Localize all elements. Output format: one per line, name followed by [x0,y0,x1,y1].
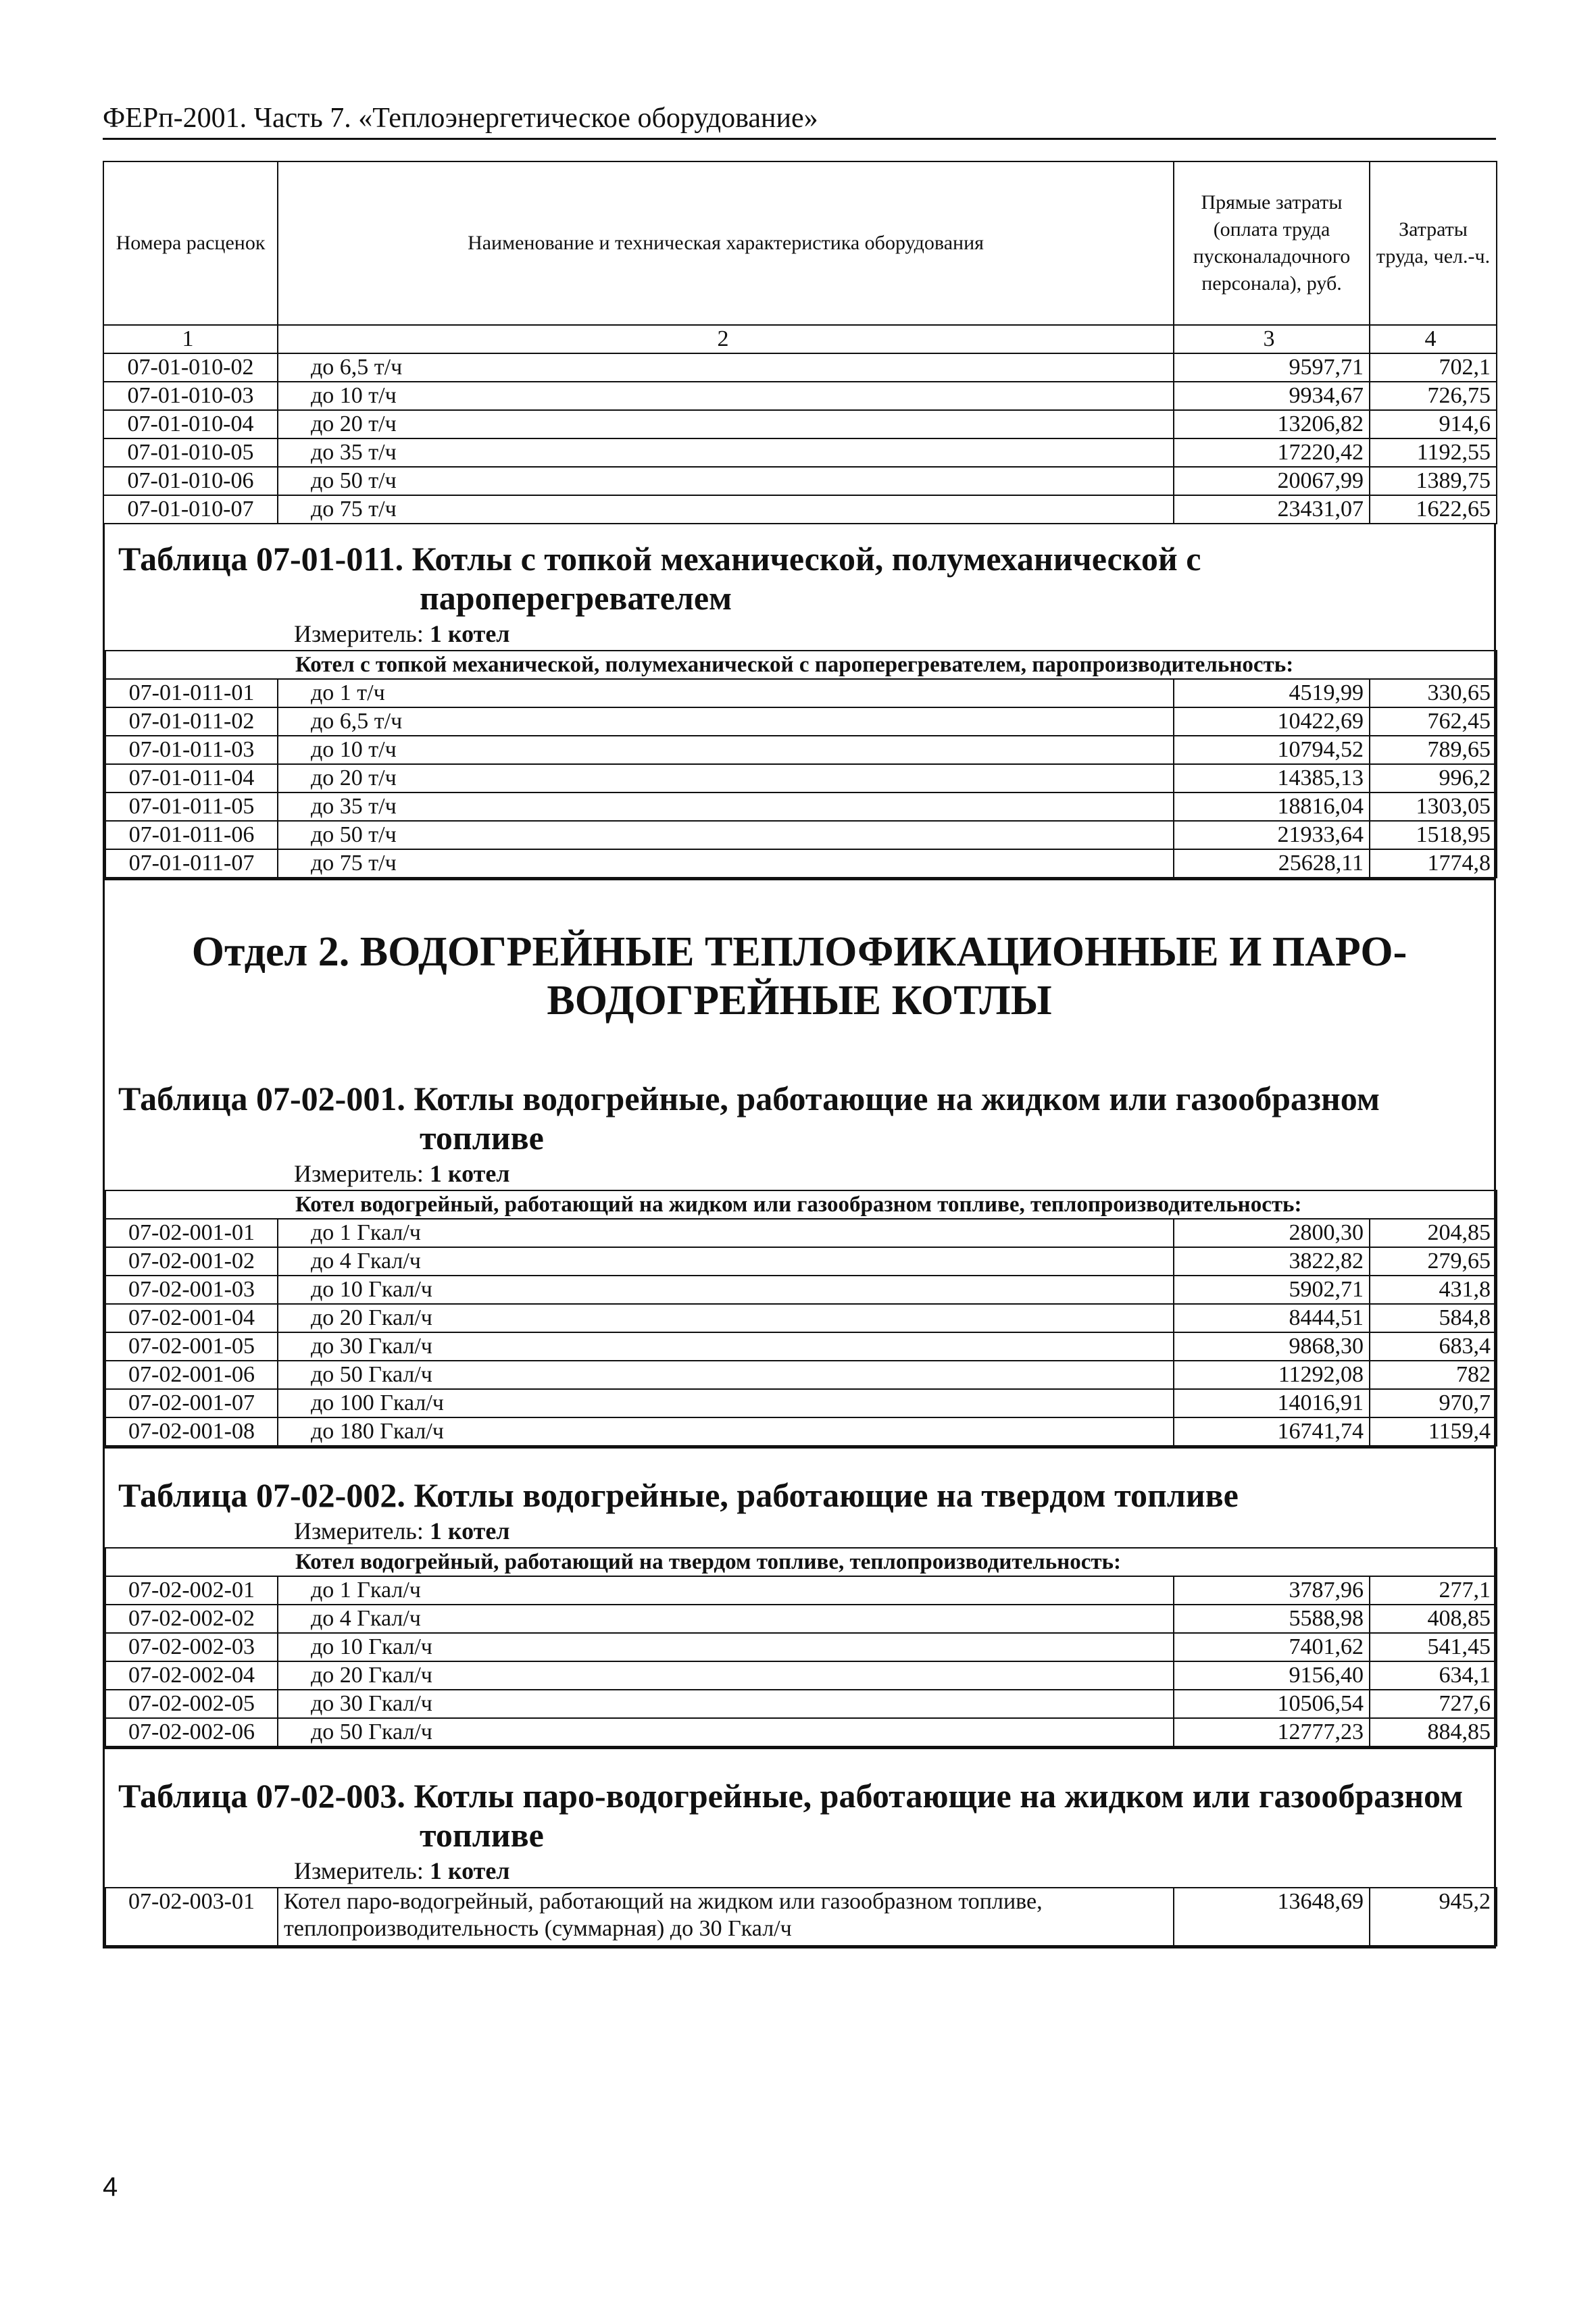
measure-value: 1 котел [429,1857,510,1884]
rate-code: 07-02-001-05 [105,1332,278,1361]
rate-code: 07-02-002-03 [105,1633,278,1661]
col-number: 1 [103,325,278,353]
spacer [105,1025,1494,1079]
direct-cost: 5902,71 [1174,1276,1370,1304]
rate-code: 07-02-001-01 [105,1219,278,1247]
direct-cost: 13648,69 [1174,1888,1370,1946]
table-row [105,1276,1497,1304]
equipment-name: до 20 т/ч [278,764,1174,793]
table-row [105,1888,1497,1946]
labor-cost: 702,1 [1370,353,1497,382]
table-title [105,1079,1494,1157]
direct-cost: 8444,51 [1174,1304,1370,1332]
document-body [103,161,1496,1948]
equipment-name-line: теплопроизводительность (суммарная) до 30 Гкал/ч [284,1916,792,1941]
col-header-cost: Прямые затраты (оплата труда пусконаладочного персонала), руб. [1174,161,1370,325]
labor-cost: 683,4 [1370,1332,1497,1361]
direct-cost: 3822,82 [1174,1247,1370,1276]
table-row [105,1247,1497,1276]
table-title [105,539,1494,618]
rate-code: 07-02-002-02 [105,1605,278,1633]
labor-cost: 1622,65 [1370,495,1497,524]
table-row [105,1690,1497,1718]
col-header-labor: Затраты труда, чел.-ч. [1370,161,1497,325]
rate-code: 07-02-001-04 [105,1304,278,1332]
table-subheading: Котел водогрейный, работающий на твердом топливе, теплопроизводительность: [105,1548,1497,1576]
direct-cost: 16741,74 [1174,1417,1370,1446]
equipment-name: до 30 Гкал/ч [278,1332,1174,1361]
direct-cost: 9156,40 [1174,1661,1370,1690]
table-row [103,495,1497,524]
direct-cost: 9868,30 [1174,1332,1370,1361]
direct-cost: 14385,13 [1174,764,1370,793]
section-title-line: Отдел 2. ВОДОГРЕЙНЫЕ ТЕПЛОФИКАЦИОННЫЕ И ПАРО- [191,929,1407,975]
direct-cost: 10794,52 [1174,736,1370,764]
direct-cost: 4519,99 [1174,679,1370,707]
direct-cost: 20067,99 [1174,467,1370,495]
col-number: 3 [1174,325,1370,353]
direct-cost: 14016,91 [1174,1389,1370,1417]
rate-code: 07-02-001-02 [105,1247,278,1276]
table-row [105,1332,1497,1361]
direct-cost: 2800,30 [1174,1219,1370,1247]
labor-cost: 1303,05 [1370,793,1497,821]
labor-cost: 996,2 [1370,764,1497,793]
labor-cost: 1159,4 [1370,1417,1497,1446]
rate-code: 07-01-010-05 [103,438,278,467]
rate-code: 07-01-011-05 [105,793,278,821]
col-header-codes: Номера расценок [103,161,278,325]
equipment-name: до 4 Гкал/ч [278,1605,1174,1633]
table-row [103,467,1497,495]
table-title-cont: пароперегревателем [420,579,732,617]
measure-value: 1 котел [429,1160,510,1187]
labor-cost: 634,1 [1370,1661,1497,1690]
table-row [105,679,1497,707]
table-body [105,1219,1497,1446]
equipment-name: до 50 Гкал/ч [278,1718,1174,1746]
column-header-row [103,161,1497,325]
rate-code: 07-02-001-07 [105,1389,278,1417]
table-row [105,1718,1497,1746]
labor-cost: 1192,55 [1370,438,1497,467]
col-header-name: Наименование и техническая характеристика оборудования [278,161,1174,325]
equipment-name: до 30 Гкал/ч [278,1690,1174,1718]
table-row [105,1389,1497,1417]
direct-cost: 9597,71 [1174,353,1370,382]
table-row [103,382,1497,410]
labor-cost: 970,7 [1370,1389,1497,1417]
running-header: ФЕРп-2001. Часть 7. «Теплоэнергетическое оборудование» [103,101,1496,140]
labor-cost: 727,6 [1370,1690,1497,1718]
table-title-cont: топливе [420,1816,544,1854]
section-title-line: ВОДОГРЕЙНЫЕ КОТЛЫ [547,978,1052,1024]
table-07-02-003-block [103,1749,1496,1948]
direct-cost: 17220,42 [1174,438,1370,467]
rate-code: 07-01-011-03 [105,736,278,764]
labor-cost: 330,65 [1370,679,1497,707]
equipment-name: до 6,5 т/ч [278,707,1174,736]
table-row [105,736,1497,764]
table-row [105,1304,1497,1332]
labor-cost: 204,85 [1370,1219,1497,1247]
rate-code: 07-01-010-07 [103,495,278,524]
measure-unit [105,1515,1494,1547]
labor-cost: 789,65 [1370,736,1497,764]
section-title [105,928,1494,1025]
direct-cost: 13206,82 [1174,410,1370,438]
labor-cost: 1389,75 [1370,467,1497,495]
rate-code: 07-01-010-06 [103,467,278,495]
table-body [103,353,1497,524]
direct-cost: 10506,54 [1174,1690,1370,1718]
table-row [105,764,1497,793]
table-title [105,1776,1494,1855]
labor-cost: 884,85 [1370,1718,1497,1746]
table-subheading: Котел водогрейный, работающий на жидком или газообразном топливе, теплопроизводительность: [105,1190,1497,1219]
table-row [105,1417,1497,1446]
table-title [105,1476,1494,1515]
rate-code: 07-02-003-01 [105,1888,278,1946]
section-2-block [103,880,1496,1079]
table-body [105,679,1497,878]
equipment-name: до 1 т/ч [278,679,1174,707]
rate-code: 07-01-010-04 [103,410,278,438]
direct-cost: 12777,23 [1174,1718,1370,1746]
equipment-name: до 10 т/ч [278,736,1174,764]
equipment-name: до 35 т/ч [278,793,1174,821]
measure-unit [105,1157,1494,1190]
measure-unit [105,1855,1494,1887]
labor-cost: 408,85 [1370,1605,1497,1633]
table-title-line: Таблица 07-02-002. Котлы водогрейные, работающие на твердом топливе [118,1476,1239,1514]
measure-value: 1 котел [429,620,510,647]
table-07-01-010 [103,161,1497,524]
table-row [105,1576,1497,1605]
measure-label: Измеритель: [294,620,424,647]
table-row [105,793,1497,821]
table-07-01-011-block [103,524,1496,880]
labor-cost: 945,2 [1370,1888,1497,1946]
equipment-name: до 10 т/ч [278,382,1174,410]
equipment-name: до 50 т/ч [278,467,1174,495]
rate-code: 07-01-011-02 [105,707,278,736]
equipment-name: до 10 Гкал/ч [278,1633,1174,1661]
equipment-name: до 180 Гкал/ч [278,1417,1174,1446]
measure-value: 1 котел [429,1517,510,1544]
labor-cost: 914,6 [1370,410,1497,438]
table-07-02-002 [105,1547,1497,1747]
rate-code: 07-01-011-07 [105,849,278,878]
table-subheading-row [105,651,1497,679]
equipment-name: до 20 Гкал/ч [278,1304,1174,1332]
labor-cost: 431,8 [1370,1276,1497,1304]
rate-code: 07-02-002-01 [105,1576,278,1605]
rate-code: 07-02-002-06 [105,1718,278,1746]
table-07-02-002-block [103,1449,1496,1749]
direct-cost: 21933,64 [1174,821,1370,849]
equipment-name: до 75 т/ч [278,849,1174,878]
table-row [105,821,1497,849]
labor-cost: 1774,8 [1370,849,1497,878]
direct-cost: 11292,08 [1174,1361,1370,1389]
measure-label: Измеритель: [294,1857,424,1884]
equipment-name-line: Котел паро-водогрейный, работающий на жидком или газообразном топливе, [284,1889,1043,1914]
measure-label: Измеритель: [294,1517,424,1544]
equipment-name: до 20 Гкал/ч [278,1661,1174,1690]
labor-cost: 782 [1370,1361,1497,1389]
labor-cost: 279,65 [1370,1247,1497,1276]
equipment-name: до 4 Гкал/ч [278,1247,1174,1276]
direct-cost: 10422,69 [1174,707,1370,736]
labor-cost: 584,8 [1370,1304,1497,1332]
table-title-line: Таблица 07-01-011. Котлы с топкой механической, полумеханической с [118,540,1201,578]
equipment-name: до 6,5 т/ч [278,353,1174,382]
rate-code: 07-01-010-02 [103,353,278,382]
table-title-line: Таблица 07-02-003. Котлы паро-водогрейные, работающие на жидком или газообразном [118,1777,1464,1815]
equipment-name: до 100 Гкал/ч [278,1389,1174,1417]
table-row [103,438,1497,467]
rate-code: 07-02-001-06 [105,1361,278,1389]
direct-cost: 18816,04 [1174,793,1370,821]
table-subheading-row [105,1548,1497,1576]
table-07-01-011 [105,650,1497,878]
table-07-02-001 [105,1190,1497,1447]
direct-cost: 3787,96 [1174,1576,1370,1605]
table-title-line: Таблица 07-02-001. Котлы водогрейные, работающие на жидком или газообразном [118,1080,1380,1117]
table-row [105,1361,1497,1389]
labor-cost: 1518,95 [1370,821,1497,849]
table-07-02-003 [105,1887,1497,1946]
rate-code: 07-01-010-03 [103,382,278,410]
labor-cost: 277,1 [1370,1576,1497,1605]
rate-code: 07-01-011-01 [105,679,278,707]
direct-cost: 9934,67 [1174,382,1370,410]
measure-unit [105,618,1494,650]
table-title-cont: топливе [420,1119,544,1157]
equipment-name: до 1 Гкал/ч [278,1219,1174,1247]
labor-cost: 726,75 [1370,382,1497,410]
page-number: 4 [103,2172,118,2202]
table-subheading: Котел с топкой механической, полумеханической с пароперегревателем, паропроизводительность: [105,651,1497,679]
rate-code: 07-02-002-05 [105,1690,278,1718]
table-row [105,1661,1497,1690]
labor-cost: 541,45 [1370,1633,1497,1661]
rate-code: 07-01-011-06 [105,821,278,849]
rate-code: 07-01-011-04 [105,764,278,793]
labor-cost: 762,45 [1370,707,1497,736]
equipment-name: до 75 т/ч [278,495,1174,524]
col-number: 2 [278,325,1174,353]
equipment-name: до 1 Гкал/ч [278,1576,1174,1605]
table-07-02-001-block [103,1079,1496,1449]
table-subheading-row [105,1190,1497,1219]
direct-cost: 23431,07 [1174,495,1370,524]
table-row [105,707,1497,736]
equipment-name: до 20 т/ч [278,410,1174,438]
direct-cost: 25628,11 [1174,849,1370,878]
table-row [105,1605,1497,1633]
table-row [105,1219,1497,1247]
equipment-name: до 50 Гкал/ч [278,1361,1174,1389]
col-number: 4 [1370,325,1497,353]
table-row [103,353,1497,382]
table-row [105,1633,1497,1661]
equipment-name [278,1888,1174,1946]
equipment-name: до 10 Гкал/ч [278,1276,1174,1304]
direct-cost: 5588,98 [1174,1605,1370,1633]
table-row [103,410,1497,438]
column-number-row [103,325,1497,353]
rate-code: 07-02-001-08 [105,1417,278,1446]
table-row [105,849,1497,878]
equipment-name: до 50 т/ч [278,821,1174,849]
equipment-name: до 35 т/ч [278,438,1174,467]
rate-code: 07-02-002-04 [105,1661,278,1690]
measure-label: Измеритель: [294,1160,424,1187]
rate-code: 07-02-001-03 [105,1276,278,1304]
direct-cost: 7401,62 [1174,1633,1370,1661]
table-body [105,1576,1497,1746]
